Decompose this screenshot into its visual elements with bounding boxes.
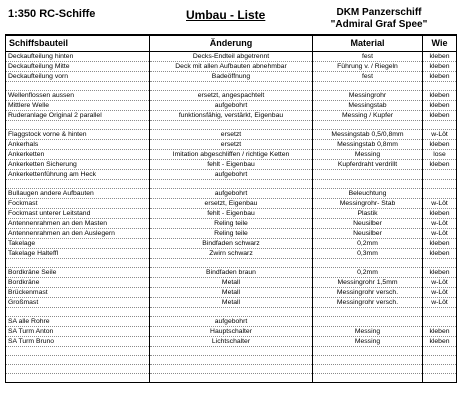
- method-cell: kleben: [423, 248, 457, 258]
- part-cell: Fockmast: [6, 198, 150, 208]
- table-row: [6, 373, 457, 382]
- method-cell: [423, 120, 457, 129]
- table-row: [6, 129, 457, 139]
- table-row: [6, 287, 457, 297]
- part-cell: [6, 179, 150, 188]
- material-cell: [313, 120, 423, 129]
- part-cell: Bordkräne Seile: [6, 267, 150, 277]
- material-cell: Führung v. / Riegeln: [313, 61, 423, 71]
- change-cell: Deck mit allen Aufbauten abnehmbar: [150, 61, 313, 71]
- change-cell: [150, 179, 313, 188]
- part-cell: [6, 307, 150, 316]
- part-cell: [6, 120, 150, 129]
- change-cell: Imitation abgeschliffen / richtige Ketten: [150, 149, 313, 159]
- change-cell: Metall: [150, 277, 313, 287]
- material-cell: Beleuchtung: [313, 188, 423, 198]
- part-cell: [6, 355, 150, 364]
- table-row: [6, 100, 457, 110]
- material-cell: Kupferdraht verdrillt: [313, 159, 423, 169]
- table-row: [6, 90, 457, 100]
- table-row: [6, 120, 457, 129]
- change-cell: ersetzt: [150, 139, 313, 149]
- table-row: [6, 139, 457, 149]
- change-cell: aufgebohrt: [150, 316, 313, 326]
- material-cell: Messingrohr: [313, 90, 423, 100]
- table-row: [6, 277, 457, 287]
- part-cell: Deckaufteilung hinten: [6, 51, 150, 61]
- change-cell: [150, 120, 313, 129]
- part-cell: Antennenrahmen an den Auslegern: [6, 228, 150, 238]
- part-cell: [6, 81, 150, 90]
- method-cell: kleben: [423, 267, 457, 277]
- method-cell: w-Löt: [423, 287, 457, 297]
- change-cell: [150, 373, 313, 382]
- method-cell: [423, 81, 457, 90]
- material-cell: Neusilber: [313, 218, 423, 228]
- change-cell: Lichtschalter: [150, 336, 313, 346]
- material-cell: Messingrohr versch.: [313, 287, 423, 297]
- part-cell: Bordkräne: [6, 277, 150, 287]
- change-cell: Badeöffnung: [150, 71, 313, 81]
- part-cell: Antennenrahmen an den Masten: [6, 218, 150, 228]
- table-row: [6, 149, 457, 159]
- part-cell: [6, 364, 150, 373]
- material-cell: [313, 81, 423, 90]
- material-cell: Messingstab 0,8mm: [313, 139, 423, 149]
- method-cell: kleben: [423, 139, 457, 149]
- change-cell: [150, 307, 313, 316]
- change-cell: fehlt - Eigenbau: [150, 208, 313, 218]
- method-cell: [423, 169, 457, 179]
- method-cell: w-Löt: [423, 198, 457, 208]
- change-cell: funktionsfähig, verstärkt, Eigenbau: [150, 110, 313, 120]
- table-row: [6, 159, 457, 169]
- method-cell: [423, 179, 457, 188]
- change-cell: ersetzt: [150, 129, 313, 139]
- method-cell: [423, 355, 457, 364]
- method-cell: [423, 373, 457, 382]
- change-cell: ersetzt, angespachtelt: [150, 90, 313, 100]
- method-cell: [423, 364, 457, 373]
- part-cell: Ruderanlage Original 2 parallel: [6, 110, 150, 120]
- table-row: [6, 297, 457, 307]
- table-header-row: [6, 35, 457, 51]
- change-cell: Bindfaden schwarz: [150, 238, 313, 248]
- change-cell: [150, 81, 313, 90]
- material-cell: 0,2mm: [313, 267, 423, 277]
- table-row: [6, 188, 457, 198]
- table-row: [6, 248, 457, 258]
- material-cell: [313, 258, 423, 267]
- change-cell: [150, 364, 313, 373]
- material-cell: Messingrohr versch.: [313, 297, 423, 307]
- column-header-material: Material: [313, 35, 423, 51]
- table-row: [6, 179, 457, 188]
- document-title: Umbau - Liste: [186, 8, 266, 22]
- column-header-change: Änderung: [150, 35, 313, 51]
- table-row: [6, 110, 457, 120]
- table-row: [6, 208, 457, 218]
- part-cell: [6, 258, 150, 267]
- part-cell: [6, 346, 150, 355]
- method-cell: kleben: [423, 110, 457, 120]
- method-cell: kleben: [423, 90, 457, 100]
- change-cell: fehlt - Eigenbau: [150, 159, 313, 169]
- ship-name: "Admiral Graf Spee": [330, 19, 428, 30]
- table-row: [6, 228, 457, 238]
- part-cell: Brückenmast: [6, 287, 150, 297]
- part-cell: Mittlere Welle: [6, 100, 150, 110]
- table-row: [6, 346, 457, 355]
- table-row: [6, 326, 457, 336]
- part-cell: SA Turm Bruno: [6, 336, 150, 346]
- table-row: [6, 258, 457, 267]
- material-cell: Neusilber: [313, 228, 423, 238]
- method-cell: kleben: [423, 208, 457, 218]
- material-cell: Plastik: [313, 208, 423, 218]
- method-cell: kleben: [423, 100, 457, 110]
- method-cell: [423, 346, 457, 355]
- table-row: [6, 71, 457, 81]
- table-row: [6, 364, 457, 373]
- method-cell: kleben: [423, 51, 457, 61]
- table-row: [6, 336, 457, 346]
- part-cell: Takelage: [6, 238, 150, 248]
- material-cell: 0,3mm: [313, 248, 423, 258]
- table-row: [6, 316, 457, 326]
- material-cell: [313, 364, 423, 373]
- change-cell: Metall: [150, 297, 313, 307]
- method-cell: w-Löt: [423, 129, 457, 139]
- change-cell: Zwirn schwarz: [150, 248, 313, 258]
- table-row: [6, 81, 457, 90]
- method-cell: kleben: [423, 336, 457, 346]
- material-cell: fest: [313, 71, 423, 81]
- material-cell: [313, 179, 423, 188]
- method-cell: kleben: [423, 238, 457, 248]
- part-cell: Ankerkettenführung am Heck: [6, 169, 150, 179]
- material-cell: Messing: [313, 336, 423, 346]
- table-row: [6, 61, 457, 71]
- table-row: [6, 355, 457, 364]
- material-cell: Messingstab: [313, 100, 423, 110]
- table-row: [6, 51, 457, 61]
- change-cell: [150, 346, 313, 355]
- part-cell: Flaggstock vorne & hinten: [6, 129, 150, 139]
- change-cell: [150, 258, 313, 267]
- material-cell: fest: [313, 51, 423, 61]
- part-cell: Ankerhals: [6, 139, 150, 149]
- material-cell: [313, 307, 423, 316]
- method-cell: kleben: [423, 326, 457, 336]
- column-header-method: Wie: [423, 35, 457, 51]
- part-cell: Takelage Halteffl: [6, 248, 150, 258]
- table-row: [6, 218, 457, 228]
- method-cell: w-Löt: [423, 277, 457, 287]
- column-header-part: Schiffsbauteil: [6, 35, 150, 51]
- change-cell: [150, 355, 313, 364]
- ship-type: DKM Panzerschiff: [336, 7, 422, 18]
- material-cell: Messing: [313, 326, 423, 336]
- change-cell: Reling teile: [150, 228, 313, 238]
- change-cell: Hauptschalter: [150, 326, 313, 336]
- material-cell: Messingrohr- Stab: [313, 198, 423, 208]
- table-row: [6, 307, 457, 316]
- change-cell: Decks-Endteil abgetrennt: [150, 51, 313, 61]
- part-cell: [6, 373, 150, 382]
- part-cell: SA alle Rohre: [6, 316, 150, 326]
- change-cell: aufgebohrt: [150, 188, 313, 198]
- material-cell: Messing: [313, 149, 423, 159]
- part-cell: SA Turm Anton: [6, 326, 150, 336]
- part-cell: Deckaufteilung Mitte: [6, 61, 150, 71]
- material-cell: [313, 373, 423, 382]
- method-cell: kleben: [423, 71, 457, 81]
- method-cell: [423, 258, 457, 267]
- part-cell: Fockmast unterer Leitstand: [6, 208, 150, 218]
- conversion-table: [5, 34, 457, 383]
- material-cell: Messingrohr 1,5mm: [313, 277, 423, 287]
- method-cell: [423, 188, 457, 198]
- method-cell: [423, 316, 457, 326]
- material-cell: Messingstab 0,5/0,8mm: [313, 129, 423, 139]
- table-row: [6, 267, 457, 277]
- method-cell: w-Löt: [423, 297, 457, 307]
- scale-label: 1:350 RC-Schiffe: [8, 8, 96, 20]
- method-cell: lose: [423, 149, 457, 159]
- material-cell: [313, 316, 423, 326]
- material-cell: [313, 355, 423, 364]
- part-cell: Bullaugen andere Aufbauten: [6, 188, 150, 198]
- change-cell: aufgebohrt: [150, 169, 313, 179]
- method-cell: [423, 307, 457, 316]
- method-cell: kleben: [423, 61, 457, 71]
- table-row: [6, 169, 457, 179]
- change-cell: aufgebohrt: [150, 100, 313, 110]
- change-cell: ersetzt, Eigenbau: [150, 198, 313, 208]
- part-cell: Deckaufteilung vorn: [6, 71, 150, 81]
- change-cell: Reling teile: [150, 218, 313, 228]
- change-cell: Metall: [150, 287, 313, 297]
- method-cell: w-Löt: [423, 228, 457, 238]
- material-cell: [313, 346, 423, 355]
- table-row: [6, 198, 457, 208]
- part-cell: Ankerketten: [6, 149, 150, 159]
- method-cell: w-Löt: [423, 218, 457, 228]
- method-cell: kleben: [423, 159, 457, 169]
- part-cell: Ankerketten Sicherung: [6, 159, 150, 169]
- part-cell: Wellenflossen aussen: [6, 90, 150, 100]
- material-cell: Messing / Kupfer: [313, 110, 423, 120]
- material-cell: 0,2mm: [313, 238, 423, 248]
- table-row: [6, 238, 457, 248]
- material-cell: [313, 169, 423, 179]
- change-cell: Bindfaden braun: [150, 267, 313, 277]
- part-cell: Großmast: [6, 297, 150, 307]
